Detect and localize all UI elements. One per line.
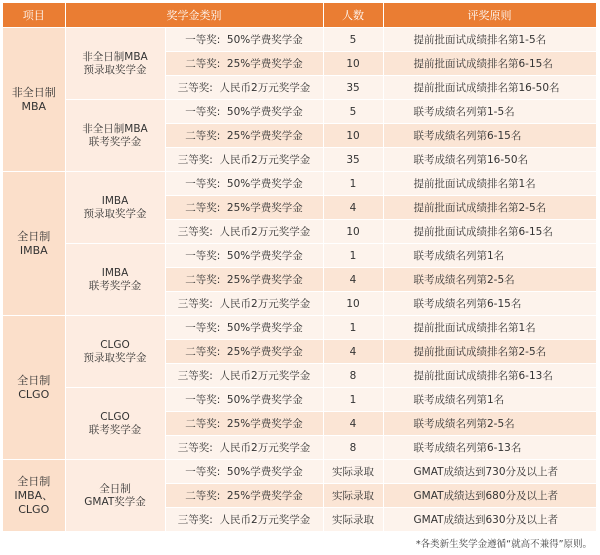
count-cell: 1: [323, 388, 383, 412]
award-level-cell: 一等奖: 50%学费奖学金: [165, 388, 323, 412]
principle-cell: 联考成绩名列第1名: [383, 388, 596, 412]
award-level-cell: 三等奖: 人民币2万元奖学金: [165, 76, 323, 100]
count-cell: 35: [323, 148, 383, 172]
table-row: [3, 244, 596, 268]
count-cell: 35: [323, 76, 383, 100]
scholarship-type-cell: CLGO 联考奖学金: [65, 388, 165, 460]
table-row: [3, 172, 596, 196]
table-header-row: [3, 3, 596, 28]
count-cell: 8: [323, 364, 383, 388]
award-level-cell: 二等奖: 25%学费奖学金: [165, 340, 323, 364]
table-row: [3, 460, 596, 484]
award-level-cell: 三等奖: 人民币2万元奖学金: [165, 148, 323, 172]
count-cell: 4: [323, 268, 383, 292]
count-cell: 4: [323, 340, 383, 364]
count-cell: 5: [323, 100, 383, 124]
project-cell: 全日制 IMBA、CLGO: [3, 460, 65, 532]
award-level-cell: 二等奖: 25%学费奖学金: [165, 484, 323, 508]
footnote: *各类新生奖学金遵循“就高不兼得”原则。: [415, 539, 592, 550]
count-cell: 1: [323, 172, 383, 196]
principle-cell: 提前批面试成绩排名第6-13名: [383, 364, 596, 388]
table-row: [3, 316, 596, 340]
award-level-cell: 一等奖: 50%学费奖学金: [165, 244, 323, 268]
award-level-cell: 二等奖: 25%学费奖学金: [165, 196, 323, 220]
count-cell: 10: [323, 220, 383, 244]
count-cell: 实际录取: [323, 508, 383, 532]
count-cell: 1: [323, 316, 383, 340]
award-level-cell: 二等奖: 25%学费奖学金: [165, 268, 323, 292]
award-level-cell: 三等奖: 人民币2万元奖学金: [165, 220, 323, 244]
award-level-cell: 一等奖: 50%学费奖学金: [165, 316, 323, 340]
project-cell: 非全日制 MBA: [3, 28, 65, 172]
award-level-cell: 一等奖: 50%学费奖学金: [165, 28, 323, 52]
count-cell: 4: [323, 196, 383, 220]
count-cell: 5: [323, 28, 383, 52]
header-principle: 评奖原则: [383, 3, 596, 28]
principle-cell: 联考成绩名列第2-5名: [383, 268, 596, 292]
header-category: 奖学金类别: [65, 3, 323, 28]
award-level-cell: 三等奖: 人民币2万元奖学金: [165, 364, 323, 388]
award-level-cell: 三等奖: 人民币2万元奖学金: [165, 292, 323, 316]
count-cell: 10: [323, 292, 383, 316]
count-cell: 8: [323, 436, 383, 460]
principle-cell: GMAT成绩达到630分及以上者: [383, 508, 596, 532]
count-cell: 10: [323, 52, 383, 76]
project-cell: 全日制 IMBA: [3, 172, 65, 316]
award-level-cell: 三等奖: 人民币2万元奖学金: [165, 436, 323, 460]
award-level-cell: 三等奖: 人民币2万元奖学金: [165, 508, 323, 532]
principle-cell: 联考成绩名列第6-15名: [383, 292, 596, 316]
count-cell: 实际录取: [323, 460, 383, 484]
count-cell: 1: [323, 244, 383, 268]
table-row: [3, 388, 596, 412]
scholarship-type-cell: IMBA 联考奖学金: [65, 244, 165, 316]
principle-cell: GMAT成绩达到680分及以上者: [383, 484, 596, 508]
principle-cell: 提前批面试成绩排名第6-15名: [383, 220, 596, 244]
award-level-cell: 一等奖: 50%学费奖学金: [165, 100, 323, 124]
principle-cell: 提前批面试成绩排名第2-5名: [383, 340, 596, 364]
principle-cell: GMAT成绩达到730分及以上者: [383, 460, 596, 484]
scholarship-table: [3, 3, 597, 532]
principle-cell: 联考成绩名列第6-13名: [383, 436, 596, 460]
scholarship-table-container: [3, 3, 596, 532]
header-count: 人数: [323, 3, 383, 28]
principle-cell: 提前批面试成绩排名第6-15名: [383, 52, 596, 76]
scholarship-type-cell: 非全日制MBA 预录取奖学金: [65, 28, 165, 100]
award-level-cell: 二等奖: 25%学费奖学金: [165, 412, 323, 436]
header-project: 项目: [3, 3, 65, 28]
principle-cell: 提前批面试成绩排名第16-50名: [383, 76, 596, 100]
principle-cell: 联考成绩名列第6-15名: [383, 124, 596, 148]
award-level-cell: 二等奖: 25%学费奖学金: [165, 52, 323, 76]
count-cell: 实际录取: [323, 484, 383, 508]
scholarship-type-cell: IMBA 预录取奖学金: [65, 172, 165, 244]
principle-cell: 联考成绩名列第2-5名: [383, 412, 596, 436]
principle-cell: 联考成绩名列第16-50名: [383, 148, 596, 172]
award-level-cell: 二等奖: 25%学费奖学金: [165, 124, 323, 148]
scholarship-type-cell: 全日制 GMAT奖学金: [65, 460, 165, 532]
award-level-cell: 一等奖: 50%学费奖学金: [165, 460, 323, 484]
table-body: [3, 28, 596, 532]
scholarship-type-cell: 非全日制MBA 联考奖学金: [65, 100, 165, 172]
principle-cell: 联考成绩名列第1-5名: [383, 100, 596, 124]
principle-cell: 提前批面试成绩排名第1-5名: [383, 28, 596, 52]
table-row: [3, 100, 596, 124]
table-row: [3, 28, 596, 52]
project-cell: 全日制 CLGO: [3, 316, 65, 460]
count-cell: 10: [323, 124, 383, 148]
principle-cell: 提前批面试成绩排名第1名: [383, 316, 596, 340]
principle-cell: 联考成绩名列第1名: [383, 244, 596, 268]
scholarship-type-cell: CLGO 预录取奖学金: [65, 316, 165, 388]
award-level-cell: 一等奖: 50%学费奖学金: [165, 172, 323, 196]
principle-cell: 提前批面试成绩排名第2-5名: [383, 196, 596, 220]
count-cell: 4: [323, 412, 383, 436]
principle-cell: 提前批面试成绩排名第1名: [383, 172, 596, 196]
